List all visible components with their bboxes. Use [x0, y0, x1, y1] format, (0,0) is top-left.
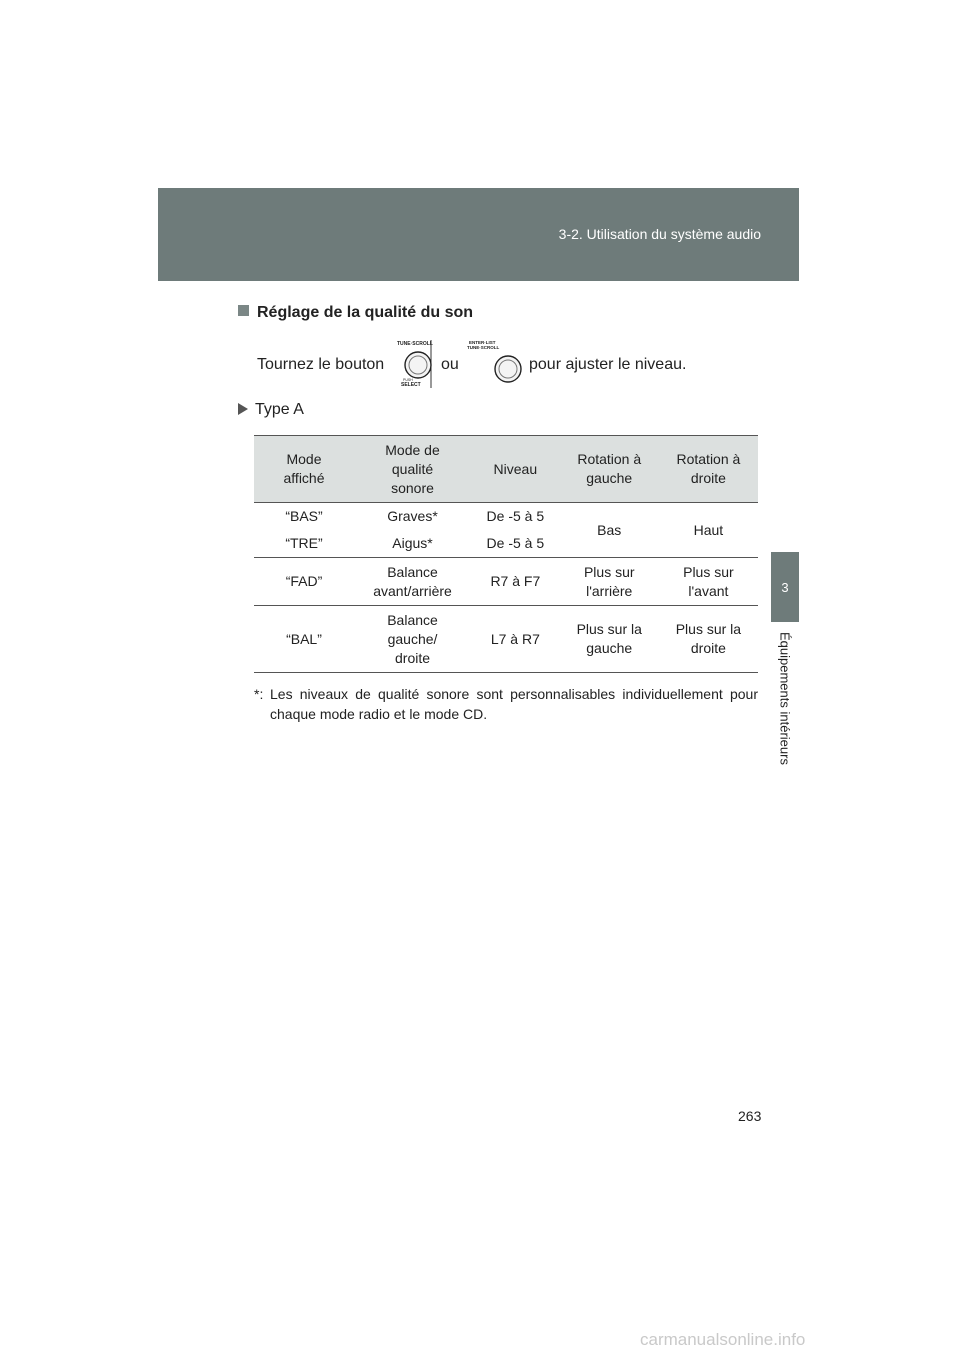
quality-cell: Balance gauche/ droite [354, 606, 471, 673]
instruction [257, 338, 757, 390]
header-cell: Mode de qualité sonore [354, 436, 471, 503]
left-rotation-cell: Plus sur la gauche [560, 606, 659, 673]
right-rotation-cell: Plus sur la droite [659, 606, 758, 673]
header-cell: Niveau [471, 436, 560, 503]
knob2-top-label-2: TUNE·SCROLL [467, 345, 500, 350]
triangle-bullet-icon [238, 403, 248, 415]
knob2-top-label-1: ENTER·LIST [469, 340, 496, 345]
mode-cell: “FAD” [254, 558, 354, 606]
enter-list-knob-icon [465, 338, 525, 390]
mode-cell: “BAS” [285, 508, 323, 524]
page-number: 263 [738, 1108, 762, 1124]
quality-cell: Graves* [387, 508, 438, 524]
knob1-bottom-label-2: SELECT [401, 382, 421, 388]
quality-cell: Balance avant/arrière [354, 558, 471, 606]
table-row [254, 606, 758, 673]
footnote-mark: *: [254, 686, 264, 702]
instruction-after: pour ajuster le niveau. [529, 356, 687, 373]
footnote [254, 684, 758, 724]
tune-scroll-knob-icon [395, 338, 439, 390]
right-rotation-cell: Haut [659, 503, 758, 558]
footnote-text: Les niveaux de qualité sonore sont personnalisables individuellement pour chaque mode radio et le mode CD. [270, 686, 758, 722]
quality-cell: Aigus* [354, 530, 471, 558]
table-row [254, 503, 758, 531]
heading-square-icon [238, 305, 249, 316]
mode-cell: “TRE” [254, 530, 354, 558]
knob1-top-label: TUNE·SCROLL [397, 341, 433, 347]
left-rotation-cell: Plus sur l'arrière [560, 558, 659, 606]
section-heading [238, 304, 473, 322]
mode-cell: “BAL” [254, 606, 354, 673]
table-header-row [254, 436, 758, 503]
header-cell: Rotation à droite [659, 436, 758, 503]
right-rotation-cell: Plus sur l'avant [659, 558, 758, 606]
instruction-middle: ou [441, 356, 459, 373]
side-tab-number: 3 [771, 552, 799, 622]
table-row [254, 558, 758, 606]
header-cell: Mode affiché [254, 436, 354, 503]
level-cell: De -5 à 5 [486, 508, 545, 524]
section-heading-text: Réglage de la qualité du son [257, 304, 474, 321]
instruction-before: Tournez le bouton [257, 356, 385, 373]
level-cell: L7 à R7 [471, 606, 560, 673]
header-title: 3-2. Utilisation du système audio [558, 226, 761, 242]
type-label [238, 401, 304, 419]
left-rotation-cell: Bas [560, 503, 659, 558]
header-band [158, 188, 799, 281]
level-cell: R7 à F7 [471, 558, 560, 606]
sound-quality-table [254, 435, 758, 673]
level-cell: De -5 à 5 [471, 530, 560, 558]
side-tab-label: Équipements intérieurs [777, 632, 793, 765]
header-cell: Rotation à gauche [560, 436, 659, 503]
knob1-bottom-label-1: PUSH [403, 378, 413, 382]
watermark: carmanualsonline.info [640, 1330, 806, 1349]
type-label-text: Type A [255, 401, 304, 418]
